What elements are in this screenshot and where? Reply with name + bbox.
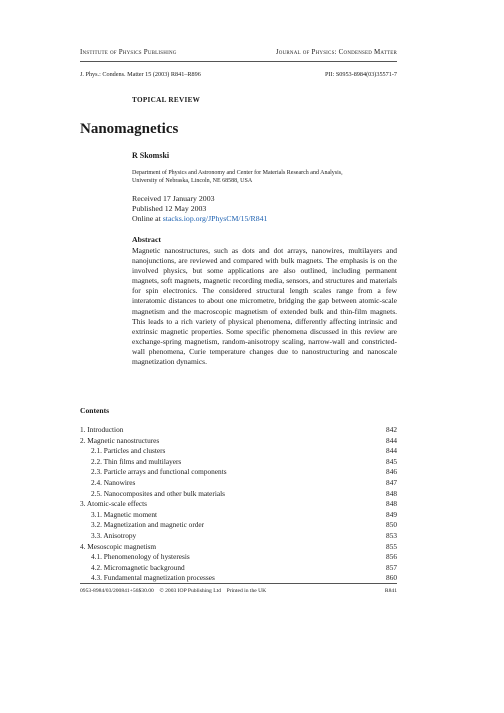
toc-entry-label: 3.1. Magnetic moment	[91, 509, 158, 519]
abstract-heading: Abstract	[132, 235, 162, 244]
toc-entry[interactable]	[80, 520, 397, 531]
pii: PII: S0953-8984(03)35571-7	[324, 71, 397, 78]
toc-entry[interactable]	[80, 425, 397, 436]
toc-entry[interactable]	[80, 467, 397, 478]
issn-price: 0953-8984/03/200841+56$30.00	[80, 588, 154, 594]
citation-bar	[80, 71, 397, 78]
toc-entry-page: 857	[386, 562, 397, 572]
footer-left	[80, 588, 266, 594]
toc-entry-label: 2.5. Nanocomposites and other bulk materials	[91, 488, 225, 498]
toc-entry-page: 846	[386, 467, 397, 477]
printed-in: Printed in the UK	[226, 588, 267, 594]
running-header	[80, 48, 397, 56]
toc-entry-page: 856	[386, 552, 397, 562]
affiliation-line-1: Department of Physics and Astronomy and Center for Materials Research and Analysis,	[132, 170, 343, 176]
toc-entry[interactable]	[80, 552, 397, 563]
citation: J. Phys.: Condens. Matter 15 (2003) R841–R896	[80, 71, 201, 78]
affiliation-line-2: University of Nebraska, Lincoln, NE 68588, USA	[132, 178, 253, 184]
article-title: Nanomagnetics	[80, 121, 179, 137]
toc-entry[interactable]	[80, 499, 397, 510]
toc-entry[interactable]	[80, 478, 397, 489]
toc-entry-page: 847	[386, 477, 397, 487]
online-prefix: Online at	[132, 214, 163, 223]
contents-heading: Contents	[80, 406, 110, 415]
publication-dates	[132, 194, 267, 224]
toc-entry-label: 3. Atomic-scale effects	[80, 499, 147, 509]
toc-entry-page: 845	[386, 456, 397, 466]
section-label: TOPICAL REVIEW	[132, 96, 201, 104]
toc-entry-label: 2. Magnetic nanostructures	[80, 435, 160, 445]
toc-entry-page: 844	[386, 446, 397, 456]
toc-entry-page: 855	[386, 541, 397, 551]
publisher-name: Institute of Physics Publishing	[80, 48, 177, 56]
toc-entry-label: 4. Mesoscopic magnetism	[80, 541, 156, 551]
toc-entry[interactable]	[80, 510, 397, 521]
toc-entry-page: 842	[386, 425, 397, 434]
toc-entry-label: 4.1. Phenomenology of hysteresis	[91, 552, 190, 562]
affiliation	[132, 169, 402, 185]
toc-entry-page: 850	[386, 520, 397, 530]
toc-entry[interactable]	[80, 436, 397, 447]
author: R Skomski	[132, 151, 170, 160]
toc-entry-page: 860	[386, 573, 397, 583]
toc-entry-page: 844	[386, 435, 397, 445]
toc-entry[interactable]	[80, 446, 397, 457]
toc-entry-page: 848	[386, 499, 397, 509]
received-date: Received 17 January 2003	[132, 194, 215, 203]
toc-entry[interactable]	[80, 531, 397, 542]
page-footer	[80, 588, 397, 594]
online-line	[132, 214, 267, 224]
page-number: R841	[384, 588, 397, 594]
copyright: © 2003 IOP Publishing Ltd	[159, 588, 221, 594]
toc-entry-page: 849	[386, 509, 397, 519]
header-rule	[80, 61, 397, 62]
toc-entry[interactable]	[80, 563, 397, 574]
published-date: Published 12 May 2003	[132, 204, 207, 213]
table-of-contents	[80, 425, 397, 584]
toc-entry-label: 2.3. Particle arrays and functional components	[91, 467, 227, 477]
toc-entry-label: 3.3. Anisotropy	[91, 530, 137, 540]
toc-entry[interactable]	[80, 489, 397, 500]
toc-entry-label: 2.1. Particles and clusters	[91, 446, 166, 456]
toc-entry[interactable]	[80, 542, 397, 553]
abstract-text: Magnetic nanostructures, such as dots and dot arrays, nanowires, multilayers and nanojunctions, are reviewed and compared with bulk magnets. The emphasis is on the involved physics, but some applications are also outlined, including permanent magnets, soft magnets, magnetic recording media, sensors, and structures and materials for spin electronics. The considered structural length scales range from a few interatomic distances to about one micrometre, bridging the gap between atomic-scale magnetism and the macroscopic magnetism of extended bulk and thin-film magnets. This leads to a rich variety of physical phenomena, differently affecting intrinsic and extrinsic magnetic properties. Some specific phenomena discussed in this review are exchange-spring magnetism, random-anisotropy scaling, narrow-wall and constricted-wall phenomena, Curie temperature changes due to nanostructuring and nanoscale magnetization dynamics.	[132, 246, 397, 367]
toc-entry-label: 3.2. Magnetization and magnetic order	[91, 520, 205, 530]
toc-entry-label: 2.2. Thin films and multilayers	[91, 456, 182, 466]
toc-entry-label: 1. Introduction	[80, 425, 124, 434]
footer-rule	[80, 583, 397, 584]
toc-entry-page: 853	[386, 530, 397, 540]
journal-name: Journal of Physics: Condensed Matter	[275, 48, 397, 56]
toc-entry-label: 4.2. Micromagnetic background	[91, 562, 185, 572]
toc-entry-page: 848	[386, 488, 397, 498]
online-link[interactable]: stacks.iop.org/JPhysCM/15/R841	[162, 214, 268, 223]
toc-entry-label: 4.3. Fundamental magnetization processes	[91, 573, 215, 583]
toc-entry-label: 2.4. Nanowires	[91, 477, 136, 487]
toc-entry[interactable]	[80, 457, 397, 468]
